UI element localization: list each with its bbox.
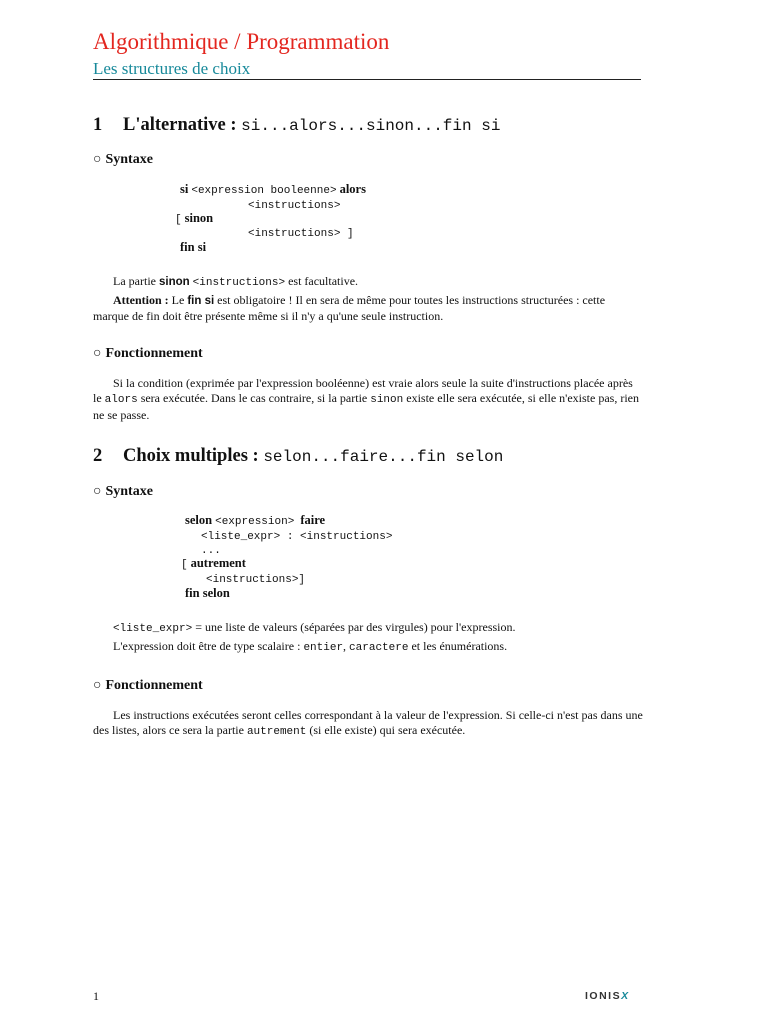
syntax-1-line-1: si <expression booleenne> alors (180, 182, 366, 197)
section-2-number: 2 (93, 446, 103, 466)
syntax-1-line-5: fin si (180, 240, 207, 254)
section-2-type-note: L'expression doit être de type scalaire : entier, caractere et les énumérations. (113, 639, 508, 654)
syntax-2-line-6: fin selon (185, 586, 230, 600)
ionisx-logo: IONISX (585, 990, 630, 1002)
bullet-circle-icon: ○ (93, 152, 102, 167)
section-2-syntax-heading: ○ Syntaxe (93, 484, 153, 499)
syntax-1-line-2: <instructions> (248, 200, 341, 212)
section-2-title-text: Choix multiples : (123, 446, 259, 466)
document-subtitle: Les structures de choix (93, 59, 251, 78)
syntax-2-line-1: selon <expression> faire (185, 513, 326, 528)
syntax-2-line-5: <instructions>] (206, 574, 306, 586)
syntax-2-line-2: <liste_expr> : <instructions> (201, 531, 393, 543)
section-1-func-text: Si la condition (exprimée par l'expression booléenne) est vraie alors seule la suite d'instructions placée après le alors sera exécutée. Dans le cas contraire, si la partie sinon existe elle sera exécutée, si elle n'existe pas, rien ne se passe. (93, 376, 639, 422)
section-1-title (93, 116, 500, 135)
section-1-attention-note: Attention : Le fin si est obligatoire ! Il en sera de même pour toutes les instructions structurées : cette marque de fin doit être présente même si il n'y a qu'une seule instruction. (93, 293, 606, 323)
section-2-code-title: selon...faire...fin selon (263, 448, 504, 466)
section-1-number: 1 (93, 115, 103, 135)
syntax-2-line-3: ... (201, 545, 221, 557)
section-1-func-heading: ○ Fonctionnement (93, 346, 203, 361)
page-number: 1 (93, 989, 99, 1003)
section-2-func-heading: ○ Fonctionnement (93, 678, 203, 693)
syntax-1-line-3: [ sinon (175, 211, 214, 226)
bullet-circle-icon: ○ (93, 346, 102, 361)
section-1-code-title: si...alors...sinon...fin si (241, 117, 501, 135)
section-2-func-text: Les instructions exécutées seront celles correspondant à la valeur de l'expression. Si celle-ci n'est pas dans une des listes, alors ce sera la partie autrement (si elle existe) qui sera exécutée. (93, 708, 643, 738)
bullet-circle-icon: ○ (93, 678, 102, 693)
header-rule (93, 79, 641, 80)
section-2-title (93, 447, 503, 466)
section-1-optional-note: La partie sinon <instructions> est facultative. (113, 274, 359, 289)
bullet-circle-icon: ○ (93, 484, 102, 499)
section-1-title-text: L'alternative : (123, 115, 237, 135)
document-title: Algorithmique / Programmation (93, 29, 390, 54)
section-1-syntax-heading: ○ Syntaxe (93, 152, 153, 167)
syntax-1-line-4: <instructions> ] (248, 228, 354, 240)
syntax-2-line-4: [ autrement (181, 556, 246, 571)
section-2-list-note: <liste_expr> = une liste de valeurs (séparées par des virgules) pour l'expression. (113, 620, 516, 635)
